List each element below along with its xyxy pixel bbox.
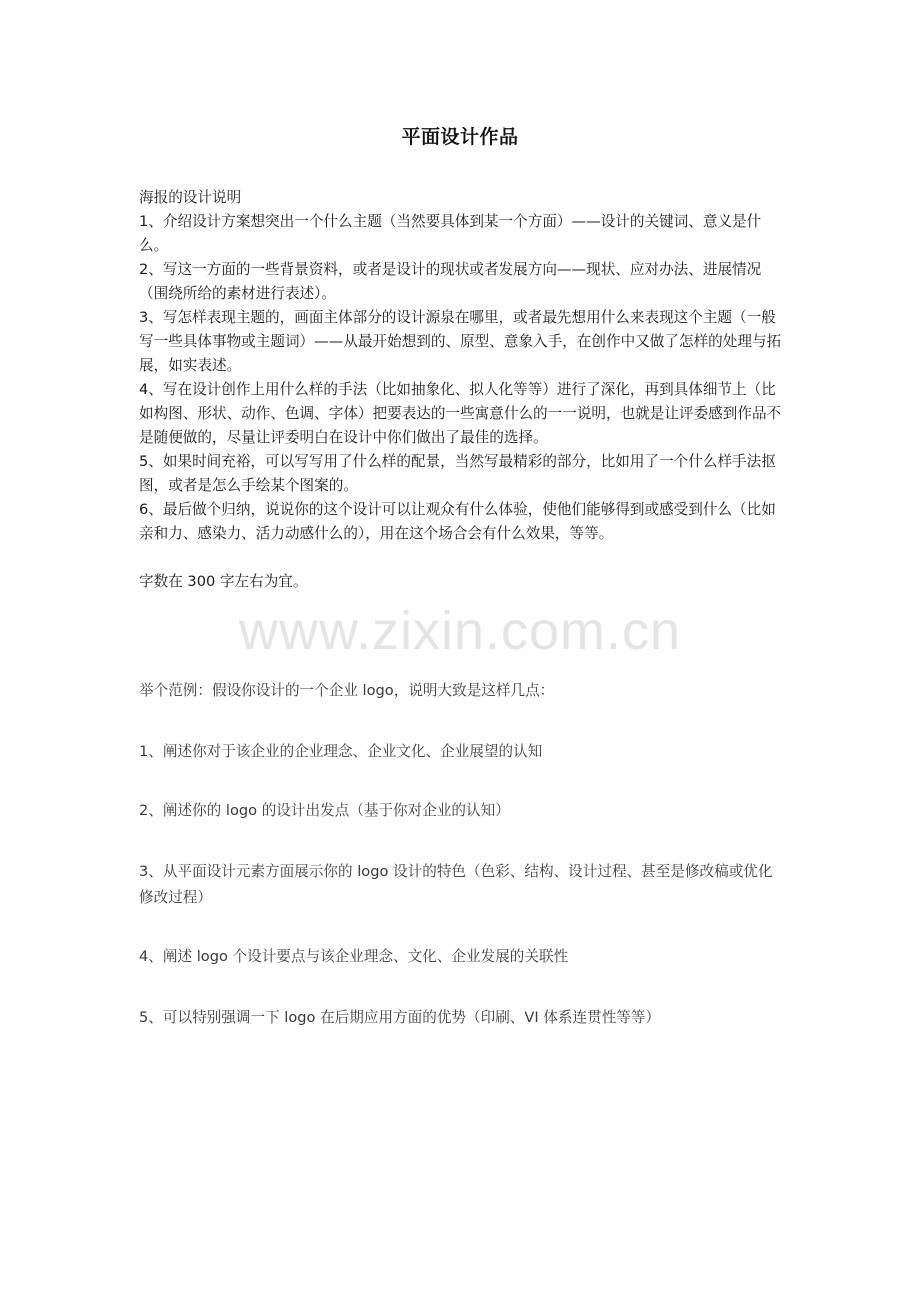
example-point-4: 4、阐述 logo 个设计要点与该企业理念、文化、企业发展的关联性: [139, 948, 569, 965]
example-intro: 举个范例：假设你设计的一个企业 logo，说明大致是这样几点：: [139, 682, 555, 699]
example-point-5: 5、可以特别强调一下 logo 在后期应用方面的优势（印刷、VI 体系连贯性等等）: [139, 1009, 661, 1026]
poster-description-section: [139, 186, 784, 546]
example-point-2: 2、阐述你的 logo 的设计出发点（基于你对企业的认知）: [139, 802, 510, 819]
document-title: 平面设计作品: [401, 126, 519, 148]
guideline-point-1: 1、介绍设计方案想突出一个什么主题（当然要具体到某一个方面）——设计的关键词、意义是什么。: [139, 213, 762, 254]
example-point-3: 3、从平面设计元素方面展示你的 logo 设计的特色（色彩、结构、设计过程、甚至是修改稿或优化修改过程）: [139, 863, 773, 906]
guideline-point-5: 5、如果时间充裕，可以写写用了什么样的配景，当然写最精彩的部分，比如用了一个什么样手法抠图，或者是怎么手绘某个图案的。: [139, 453, 776, 494]
example-point-1: 1、阐述你对于该企业的企业理念、企业文化、企业展望的认知: [139, 743, 543, 760]
guideline-point-6: 6、最后做个归纳，说说你的这个设计可以让观众有什么体验，使他们能够得到或感受到什么（比如亲和力、感染力、活力动感什么的），用在这个场合会有什么效果，等等。: [139, 501, 776, 542]
guideline-point-3: 3、写怎样表现主题的，画面主体部分的设计源泉在哪里，或者最先想用什么来表现这个主题（一般写一些具体事物或主题词）——从最开始想到的、原型、意象入手，在创作中又做了怎样的处理与拓展，如实表述。: [139, 309, 782, 374]
word-count-note: 字数在 300 字左右为宜。: [139, 573, 308, 590]
guideline-point-4: 4、写在设计创作上用什么样的手法（比如抽象化、拟人化等等）进行了深化，再到具体细节上（比如构图、形状、动作、色调、字体）把要表达的一些寓意什么的一一说明，也就是让评委感到作品不是随便做的，尽量让评委明白在设计中你们做出了最佳的选择。: [139, 381, 782, 446]
section-heading: 海报的设计说明: [139, 189, 242, 206]
guideline-point-2: 2、写这一方面的一些背景资料，或者是设计的现状或者发展方向——现状、应对办法、进展情况（围绕所给的素材进行表述）。: [139, 261, 762, 302]
watermark: www.zixin.com.cn: [238, 601, 682, 661]
